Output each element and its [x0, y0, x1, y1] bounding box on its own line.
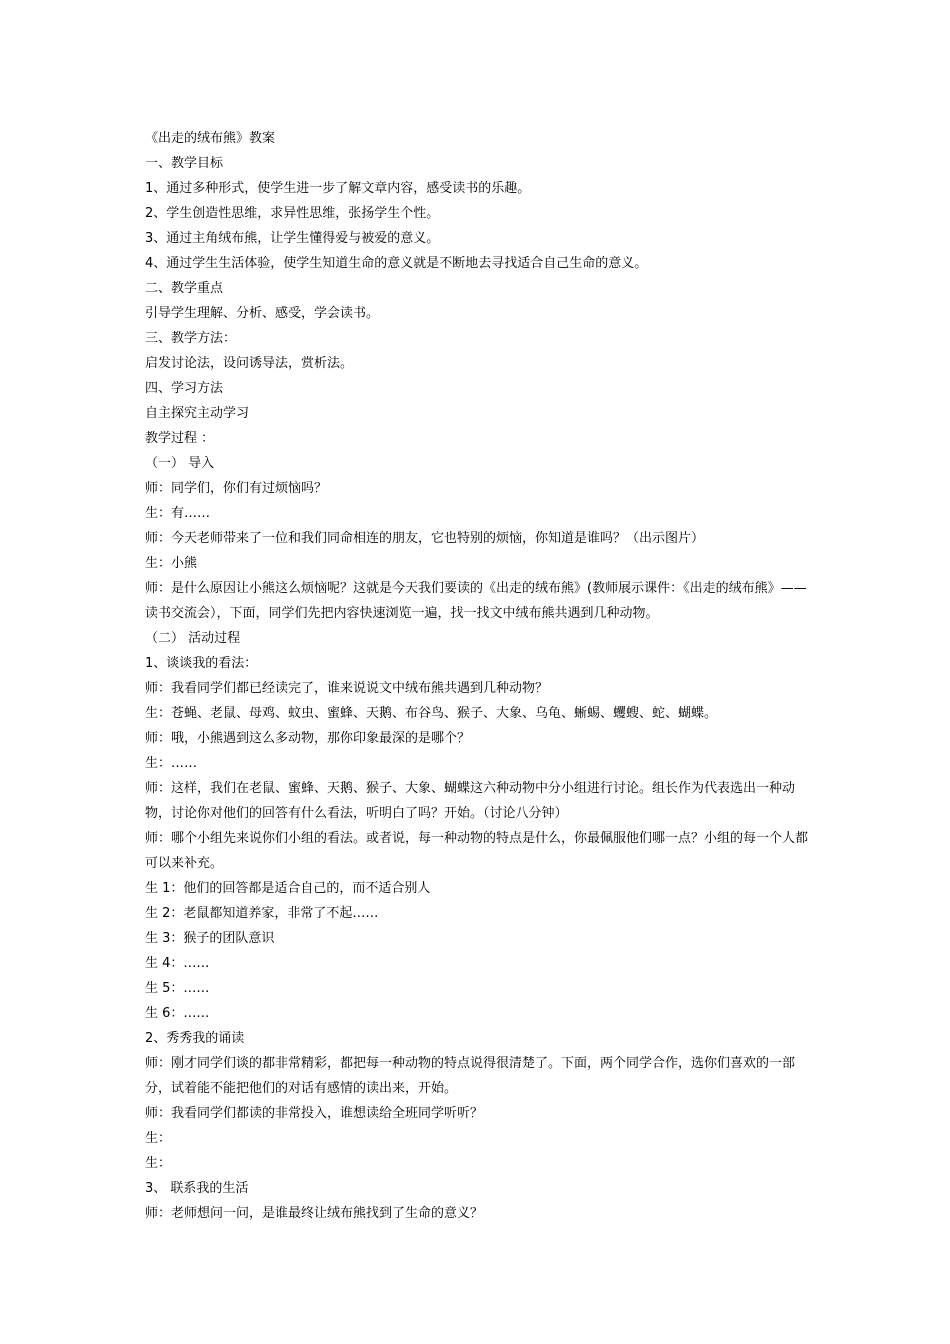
text-line: 1、通过多种形式，使学生进一步了解文章内容，感受读书的乐趣。 — [145, 181, 531, 196]
dialogue-line: 生 6：…… — [145, 1006, 210, 1021]
dialogue-paragraph: 师：刚才同学们谈的都非常精彩，都把每一种动物的特点说得很清楚了。下面，两个同学合作，选你们喜欢的一部分，试着能不能把他们的对话有感情的读出来，开始。 — [145, 1056, 796, 1096]
document-title: 《出走的绒布熊》教案 — [145, 131, 276, 146]
dialogue-line: 生：小熊 — [145, 556, 198, 571]
dialogue-line: 师：哦，小熊遇到这么多动物，那你印象最深的是哪个？ — [145, 731, 471, 746]
text-line: 自主探究主动学习 — [145, 406, 250, 421]
dialogue-line: 师：我看同学们都已经读完了，谁来说说文中绒布熊共遇到几种动物？ — [145, 681, 549, 696]
text-line: 2、学生创造性思维，求异性思维，张扬学生个性。 — [145, 206, 440, 221]
text-line: 启发讨论法，设问诱导法，赏析法。 — [145, 356, 354, 371]
text-line: 4、通过学生生活体验，使学生知道生命的意义就是不断地去寻找适合自己生命的意义。 — [145, 256, 648, 271]
section-heading: 四、学习方法 — [145, 381, 224, 396]
text-line: 引导学生理解、分析、感受，学会读书。 — [145, 306, 380, 321]
dialogue-line: 生 5：…… — [145, 981, 210, 996]
section-heading: 三、教学方法： — [145, 331, 237, 346]
text-line: 3、通过主角绒布熊，让学生懂得爱与被爱的意义。 — [145, 231, 440, 246]
dialogue-paragraph: 师：这样，我们在老鼠、蜜蜂、天鹅、猴子、大象、蝴蝶这六种动物中分小组进行讨论。组长作为代表选出一种动物，讨论你对他们的回答有什么看法，听明白了吗？开始。（讨论八分钟） — [145, 781, 796, 821]
text-line: 1、谈谈我的看法： — [145, 656, 258, 671]
dialogue-line: 生：有…… — [145, 506, 211, 521]
dialogue-line: 师：同学们，你们有过烦恼吗？ — [145, 481, 328, 496]
dialogue-line: 生：…… — [145, 756, 198, 771]
section-heading: 教学过程 ： — [145, 431, 215, 446]
dialogue-paragraph: 师：是什么原因让小熊这么烦恼呢？这就是今天我们要读的《出走的绒布熊》(教师展示课件：《出走的绒布熊》——读书交流会），下面，同学们先把内容快速浏览一遍，找一找文中绒布熊共遇到几种动物。 — [145, 581, 807, 621]
dialogue-paragraph: 师：哪个小组先来说你们小组的看法。或者说，每一种动物的特点是什么，你最佩服他们哪一点？小组的每一个人都可以来补充。 — [145, 831, 809, 871]
section-heading: 二、教学重点 — [145, 281, 224, 296]
subsection-heading: （一） 导入 — [145, 456, 215, 471]
dialogue-line: 生：苍蝇、老鼠、母鸡、蚊虫、蜜蜂、天鹅、布谷鸟、猴子、大象、乌龟、蜥蜴、蠼螋、蛇、蝴蝶。 — [145, 706, 718, 721]
document-page — [145, 126, 815, 1226]
text-line: 3、 联系我的生活 — [145, 1181, 249, 1196]
dialogue-line: 生 4：…… — [145, 956, 210, 971]
dialogue-line: 生 1：他们的回答都是适合自己的，而不适合别人 — [145, 881, 431, 896]
text-line: 2、秀秀我的诵读 — [145, 1031, 245, 1046]
dialogue-line: 生： — [145, 1131, 172, 1146]
text-line: 一、教学目标 — [145, 156, 224, 171]
dialogue-line: 生： — [145, 1156, 172, 1171]
dialogue-line: 师：老师想问一问，是谁最终让绒布熊找到了生命的意义？ — [145, 1206, 484, 1221]
dialogue-line: 生 3：猴子的团队意识 — [145, 931, 275, 946]
dialogue-line: 师：我看同学们都读的非常投入，谁想读给全班同学听听？ — [145, 1106, 484, 1121]
subsection-heading: （二） 活动过程 — [145, 631, 241, 646]
dialogue-line: 师：今天老师带来了一位和我们同命相连的朋友，它也特别的烦恼，你知道是谁吗？（出示图片） — [145, 531, 705, 546]
dialogue-line: 生 2：老鼠都知道养家，非常了不起…… — [145, 906, 379, 921]
